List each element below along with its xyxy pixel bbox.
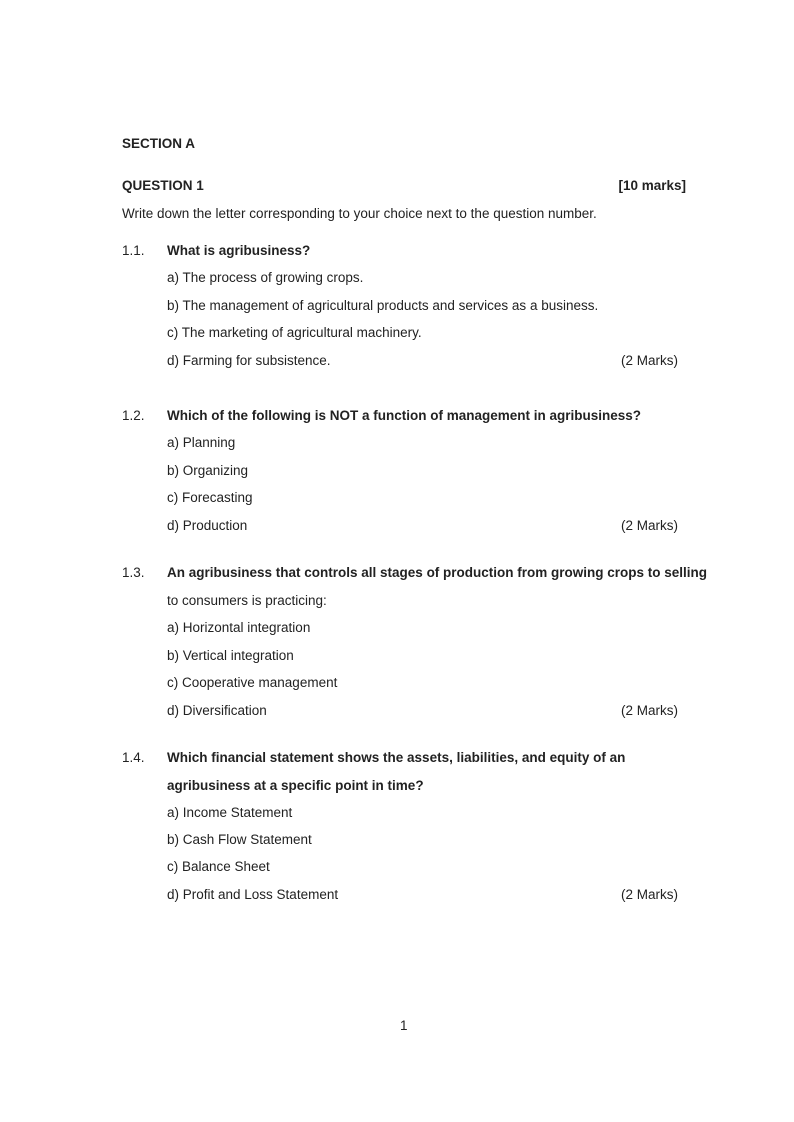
- question-total-marks: [10 marks]: [618, 178, 686, 193]
- item-question: What is agribusiness?: [167, 243, 311, 258]
- option-a: a) The process of growing crops.: [167, 270, 364, 285]
- item-number: 1.1.: [122, 243, 145, 258]
- item-question: Which of the following is NOT a function of management in agribusiness?: [167, 408, 642, 423]
- question-instruction: Write down the letter corresponding to your choice next to the question number.: [122, 206, 597, 221]
- question-title: QUESTION 1: [122, 178, 204, 193]
- item-question: An agribusiness that controls all stages of production from growing crops to selling: [167, 565, 708, 580]
- option-a: a) Planning: [167, 435, 236, 450]
- item-marks: (2 Marks): [621, 353, 678, 368]
- item-number: 1.2.: [122, 408, 145, 423]
- option-b: b) The management of agricultural products and services as a business.: [167, 298, 599, 313]
- option-c: c) Balance Sheet: [167, 859, 270, 874]
- item-marks: (2 Marks): [621, 887, 678, 902]
- item-question-cont: to consumers is practicing:: [167, 593, 327, 608]
- option-c: c) Forecasting: [167, 490, 253, 505]
- page-number: 1: [400, 1018, 408, 1033]
- option-c: c) Cooperative management: [167, 675, 338, 690]
- item-question-cont: agribusiness at a specific point in time?: [167, 778, 424, 793]
- option-d: d) Profit and Loss Statement: [167, 887, 339, 902]
- option-c: c) The marketing of agricultural machinery.: [167, 325, 422, 340]
- section-title: SECTION A: [122, 136, 196, 151]
- option-d: d) Diversification: [167, 703, 267, 718]
- item-marks: (2 Marks): [621, 518, 678, 533]
- option-d: d) Farming for subsistence.: [167, 353, 331, 368]
- option-b: b) Cash Flow Statement: [167, 832, 312, 847]
- item-number: 1.4.: [122, 750, 145, 765]
- option-a: a) Income Statement: [167, 805, 293, 820]
- option-a: a) Horizontal integration: [167, 620, 311, 635]
- option-d: d) Production: [167, 518, 248, 533]
- item-question: Which financial statement shows the assets, liabilities, and equity of an: [167, 750, 626, 765]
- option-b: b) Vertical integration: [167, 648, 294, 663]
- option-b: b) Organizing: [167, 463, 249, 478]
- item-marks: (2 Marks): [621, 703, 678, 718]
- item-number: 1.3.: [122, 565, 145, 580]
